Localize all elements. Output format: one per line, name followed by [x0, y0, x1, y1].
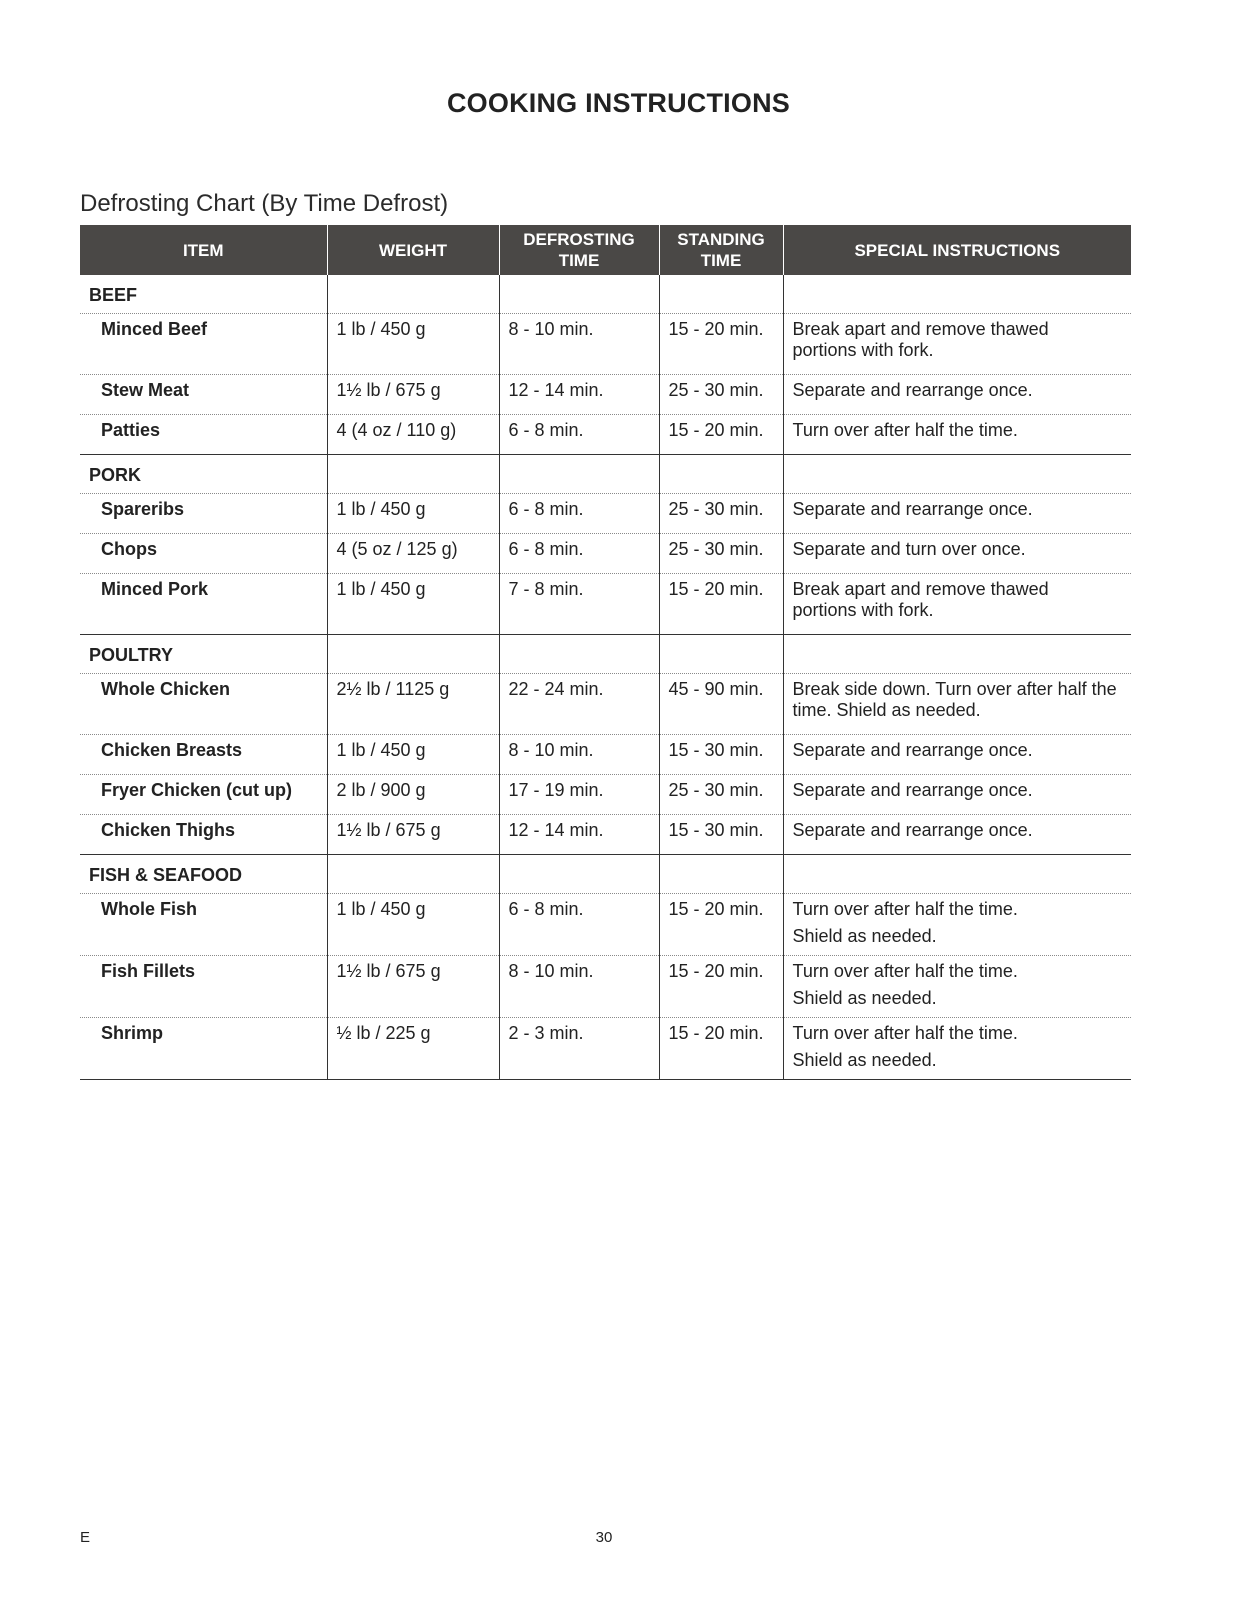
instruction-line: Shield as needed. [792, 1050, 937, 1070]
defrosting-time-cell: 6 - 8 min. [499, 494, 659, 534]
empty-cell [659, 855, 783, 894]
table-row [80, 534, 1131, 574]
page-title: COOKING INSTRUCTIONS [446, 88, 790, 118]
special-instructions-cell [783, 534, 1131, 574]
standing-time-cell: 25 - 30 min. [659, 494, 783, 534]
empty-cell [327, 455, 499, 494]
weight-cell: 1 lb / 450 g [327, 574, 499, 635]
instruction-line: Turn over after half the time. [792, 1023, 1018, 1043]
item-name: Minced Pork [80, 574, 327, 635]
special-instructions-cell [783, 775, 1131, 815]
special-instructions-cell [783, 574, 1131, 635]
column-header-special-instructions: SPECIAL INSTRUCTIONS [783, 225, 1131, 275]
defrosting-time-cell: 8 - 10 min. [499, 735, 659, 775]
instruction-line: Separate and rearrange once. [792, 780, 1033, 800]
defrosting-time-cell: 8 - 10 min. [499, 314, 659, 375]
weight-cell: 1 lb / 450 g [327, 894, 499, 956]
weight-cell: 1 lb / 450 g [327, 735, 499, 775]
standing-time-cell: 15 - 30 min. [659, 735, 783, 775]
instruction-line: Shield as needed. [792, 926, 937, 946]
standing-time-cell: 45 - 90 min. [659, 674, 783, 735]
table-row [80, 956, 1131, 1018]
standing-time-cell: 15 - 20 min. [659, 574, 783, 635]
empty-cell [659, 455, 783, 494]
empty-cell [659, 635, 783, 674]
instruction-line: Turn over after half the time. [792, 899, 1018, 919]
special-instructions-cell [783, 314, 1131, 375]
instruction-line: Shield as needed. [792, 988, 937, 1008]
defrosting-chart-table [80, 225, 1131, 1080]
empty-cell [783, 635, 1131, 674]
table-row [80, 574, 1131, 635]
standing-time-cell: 15 - 20 min. [659, 1018, 783, 1080]
empty-cell [327, 275, 499, 314]
defrosting-time-cell: 12 - 14 min. [499, 815, 659, 855]
table-row [80, 494, 1131, 534]
instruction-line: Separate and rearrange once. [792, 820, 1033, 840]
standing-time-cell: 15 - 20 min. [659, 415, 783, 455]
standing-time-cell: 25 - 30 min. [659, 534, 783, 574]
weight-cell: 4 (4 oz / 110 g) [327, 415, 499, 455]
special-instructions-cell [783, 375, 1131, 415]
standing-time-cell: 15 - 30 min. [659, 815, 783, 855]
footer-language-code: E [80, 1529, 91, 1546]
defrosting-time-cell: 8 - 10 min. [499, 956, 659, 1018]
special-instructions-cell [783, 415, 1131, 455]
table-row [80, 674, 1131, 735]
weight-cell: 1 lb / 450 g [327, 494, 499, 534]
defrosting-time-cell: 6 - 8 min. [499, 894, 659, 956]
defrosting-time-cell: 6 - 8 min. [499, 415, 659, 455]
table-row [80, 775, 1131, 815]
table-row [80, 735, 1131, 775]
column-header-standing-time: STANDING TIME [659, 225, 783, 275]
item-name: Chicken Thighs [80, 815, 327, 855]
empty-cell [659, 275, 783, 314]
empty-cell [783, 455, 1131, 494]
instruction-line: Separate and rearrange once. [792, 380, 1033, 400]
defrosting-time-cell: 6 - 8 min. [499, 534, 659, 574]
empty-cell [327, 635, 499, 674]
item-name: Chicken Breasts [80, 735, 327, 775]
standing-time-cell: 15 - 20 min. [659, 956, 783, 1018]
instruction-line: Separate and turn over once. [792, 539, 1026, 559]
table-row [80, 375, 1131, 415]
item-name: Shrimp [80, 1018, 327, 1080]
weight-cell: 4 (5 oz / 125 g) [327, 534, 499, 574]
item-name: Spareribs [80, 494, 327, 534]
defrosting-time-cell: 7 - 8 min. [499, 574, 659, 635]
weight-cell: 2 lb / 900 g [327, 775, 499, 815]
column-header-item: ITEM [80, 225, 327, 275]
category-row [80, 455, 1131, 494]
special-instructions-cell [783, 494, 1131, 534]
chart-title: Defrosting Chart (By Time Defrost) [80, 190, 449, 217]
empty-cell [783, 855, 1131, 894]
weight-cell: 1½ lb / 675 g [327, 375, 499, 415]
instruction-line: portions with fork. [792, 600, 934, 620]
category-row [80, 855, 1131, 894]
standing-time-cell: 15 - 20 min. [659, 314, 783, 375]
item-name: Whole Chicken [80, 674, 327, 735]
category-row [80, 275, 1131, 314]
item-name: Fryer Chicken (cut up) [80, 775, 327, 815]
special-instructions-cell [783, 735, 1131, 775]
category-row [80, 635, 1131, 674]
special-instructions-cell [783, 956, 1131, 1018]
table-row [80, 1018, 1131, 1080]
instruction-line: Separate and rearrange once. [792, 740, 1033, 760]
empty-cell [499, 635, 659, 674]
instruction-line: Break side down. Turn over after half the [792, 679, 1117, 699]
column-header-weight: WEIGHT [327, 225, 499, 275]
item-name: Patties [80, 415, 327, 455]
item-name: Chops [80, 534, 327, 574]
table-row [80, 314, 1131, 375]
instruction-line: Separate and rearrange once. [792, 499, 1033, 519]
footer-page-number: 30 [595, 1529, 613, 1546]
special-instructions-cell [783, 1018, 1131, 1080]
empty-cell [499, 275, 659, 314]
special-instructions-cell [783, 674, 1131, 735]
defrosting-time-cell: 12 - 14 min. [499, 375, 659, 415]
instruction-line: portions with fork. [792, 340, 934, 360]
empty-cell [783, 275, 1131, 314]
table-row [80, 894, 1131, 956]
table-header-row [80, 225, 1131, 275]
standing-time-cell: 25 - 30 min. [659, 775, 783, 815]
weight-cell: 1½ lb / 675 g [327, 815, 499, 855]
defrosting-time-cell: 22 - 24 min. [499, 674, 659, 735]
instruction-line: Turn over after half the time. [792, 420, 1018, 440]
weight-cell: ½ lb / 225 g [327, 1018, 499, 1080]
category-name: PORK [80, 455, 327, 494]
instruction-line: Break apart and remove thawed [792, 319, 1049, 339]
table-row [80, 815, 1131, 855]
empty-cell [327, 855, 499, 894]
table-row [80, 415, 1131, 455]
item-name: Whole Fish [80, 894, 327, 956]
category-name: BEEF [89, 285, 138, 305]
special-instructions-cell [783, 894, 1131, 956]
category-name: POULTRY [80, 635, 327, 674]
item-name: Fish Fillets [80, 956, 327, 1018]
empty-cell [499, 855, 659, 894]
empty-cell [499, 455, 659, 494]
instruction-line: Break apart and remove thawed [792, 579, 1049, 599]
standing-time-cell: 25 - 30 min. [659, 375, 783, 415]
defrosting-time-cell: 17 - 19 min. [499, 775, 659, 815]
column-header-defrosting-time: DEFROSTING TIME [499, 225, 659, 275]
weight-cell: 1½ lb / 675 g [327, 956, 499, 1018]
weight-cell: 2½ lb / 1125 g [327, 674, 499, 735]
defrosting-time-cell: 2 - 3 min. [499, 1018, 659, 1080]
weight-cell: 1 lb / 450 g [327, 314, 499, 375]
standing-time-cell: 15 - 20 min. [659, 894, 783, 956]
instruction-line: time. Shield as needed. [792, 700, 981, 720]
item-name: Stew Meat [80, 375, 327, 415]
item-name: Minced Beef [80, 314, 327, 375]
category-name: FISH & SEAFOOD [80, 855, 327, 894]
special-instructions-cell [783, 815, 1131, 855]
instruction-line: Turn over after half the time. [792, 961, 1018, 981]
